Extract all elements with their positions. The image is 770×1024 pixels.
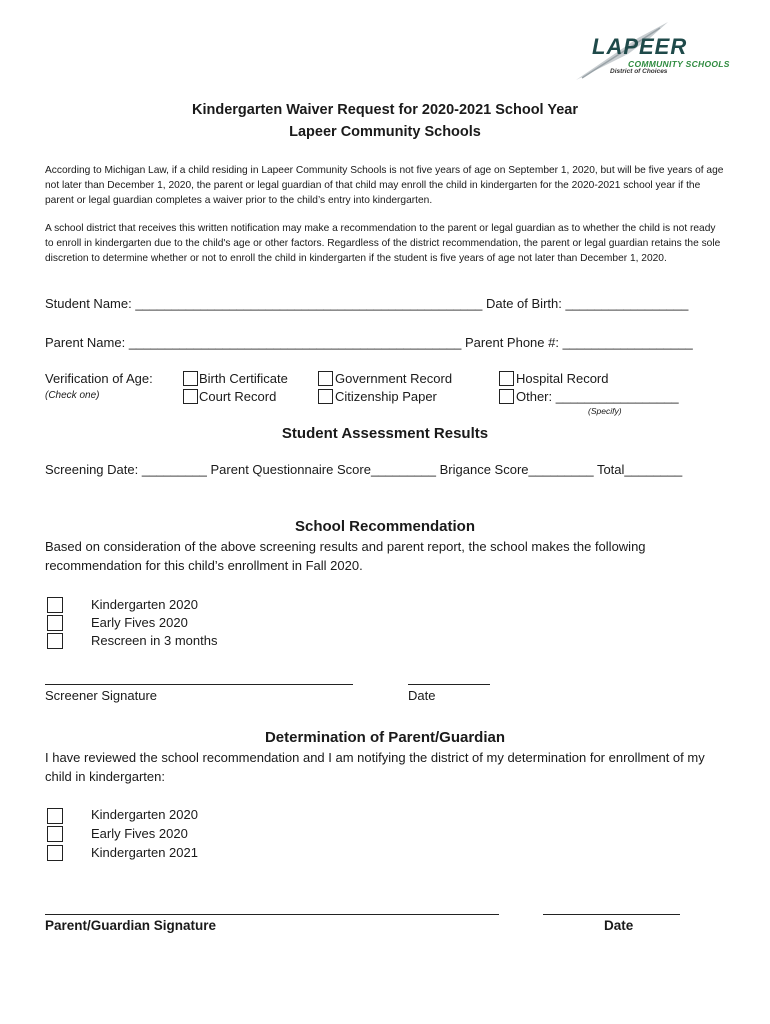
citizenship-paper-checkbox[interactable] [318,389,333,404]
det-kindergarten-2020-label: Kindergarten 2020 [91,807,198,822]
parent-signature-line[interactable] [45,914,499,915]
determination-heading: Determination of Parent/Guardian [264,729,506,746]
rec-kindergarten-2020-label: Kindergarten 2020 [91,597,198,612]
rec-early-fives-2020-checkbox[interactable] [47,615,63,631]
screener-date-line[interactable] [408,684,490,685]
government-record-label: Government Record [335,371,453,386]
other-label[interactable]: Other: _________________ [516,389,679,404]
form-subtitle: Lapeer Community Schools [289,124,481,140]
screener-signature-label: Screener Signature [45,688,158,703]
rec-rescreen-label: Rescreen in 3 months [91,633,218,648]
verification-label: Verification of Age: [45,371,153,386]
specify-hint: (Specify) [588,406,622,416]
district-logo [568,20,728,84]
screener-signature-line[interactable] [45,684,353,685]
recommendation-text: Based on consideration of the above screening results and parent report, the school makes the following recommendation for this child’s enrollment in Fall 2020. [45,539,646,573]
other-checkbox[interactable] [499,389,514,404]
parent-date-line[interactable] [543,914,680,915]
student-info-line[interactable]: Student Name: ________________________________________________ Date of Birth: _________________ [45,296,689,311]
court-record-label: Court Record [199,389,277,404]
determination-text: I have reviewed the school recommendation and I am notifying the district of my determination for enrollment of my child in kindergarten: [45,750,705,784]
assessment-heading: Student Assessment Results [281,425,489,442]
parent-info-line[interactable]: Parent Name: ______________________________________________ Parent Phone #: __________________ [45,335,693,350]
det-early-fives-2020-checkbox[interactable] [47,826,63,842]
det-kindergarten-2020-checkbox[interactable] [47,808,63,824]
det-early-fives-2020-label: Early Fives 2020 [91,826,188,841]
citizenship-paper-label: Citizenship Paper [335,389,437,404]
rec-rescreen-checkbox[interactable] [47,633,63,649]
logo-tagline: District of Choices [610,68,668,75]
court-record-checkbox[interactable] [183,389,198,404]
form-title: Kindergarten Waiver Request for 2020-2021 School Year [191,102,578,118]
hospital-record-label: Hospital Record [516,371,609,386]
parent-date-label: Date [604,918,634,933]
intro-paragraph-1: According to Michigan Law, if a child residing in Lapeer Community Schools is not five years of age on September 1, 2020, but will be five years of age not later than December 1, 2020, the parent or legal guardian of that child may enroll the child in kindergarten for the 2020-2021 school year if the parent or legal guardian completes a waiver prior to the child’s entry into kindergarten. [45,165,724,206]
recommendation-heading: School Recommendation [294,518,476,535]
rec-kindergarten-2020-checkbox[interactable] [47,597,63,613]
intro-paragraph-2: A school district that receives this written notification may make a recommendation to the parent or legal guardian as to whether the child is not ready to enroll in kindergarten due to the child's age or other factors. Regardless of the district recommendation, the parent or legal guardian retains the sole discretion to determine whether or not to enroll the child in kindergarten if the student is five years of age not later than December 1, 2020. [45,223,721,264]
det-kindergarten-2021-label: Kindergarten 2021 [91,845,198,860]
logo-name: LAPEER [592,34,688,59]
government-record-checkbox[interactable] [318,371,333,386]
assessment-line[interactable]: Screening Date: _________ Parent Questionnaire Score_________ Brigance Score_________ Total________ [45,462,683,477]
logo-subtitle: COMMUNITY SCHOOLS [628,59,730,69]
det-kindergarten-2021-checkbox[interactable] [47,845,63,861]
verification-hint: (Check one) [45,390,100,401]
birth-certificate-checkbox[interactable] [183,371,198,386]
hospital-record-checkbox[interactable] [499,371,514,386]
birth-certificate-label: Birth Certificate [199,371,288,386]
screener-date-label: Date [408,688,436,703]
parent-signature-label: Parent/Guardian Signature [45,918,217,933]
rec-early-fives-2020-label: Early Fives 2020 [91,615,188,630]
